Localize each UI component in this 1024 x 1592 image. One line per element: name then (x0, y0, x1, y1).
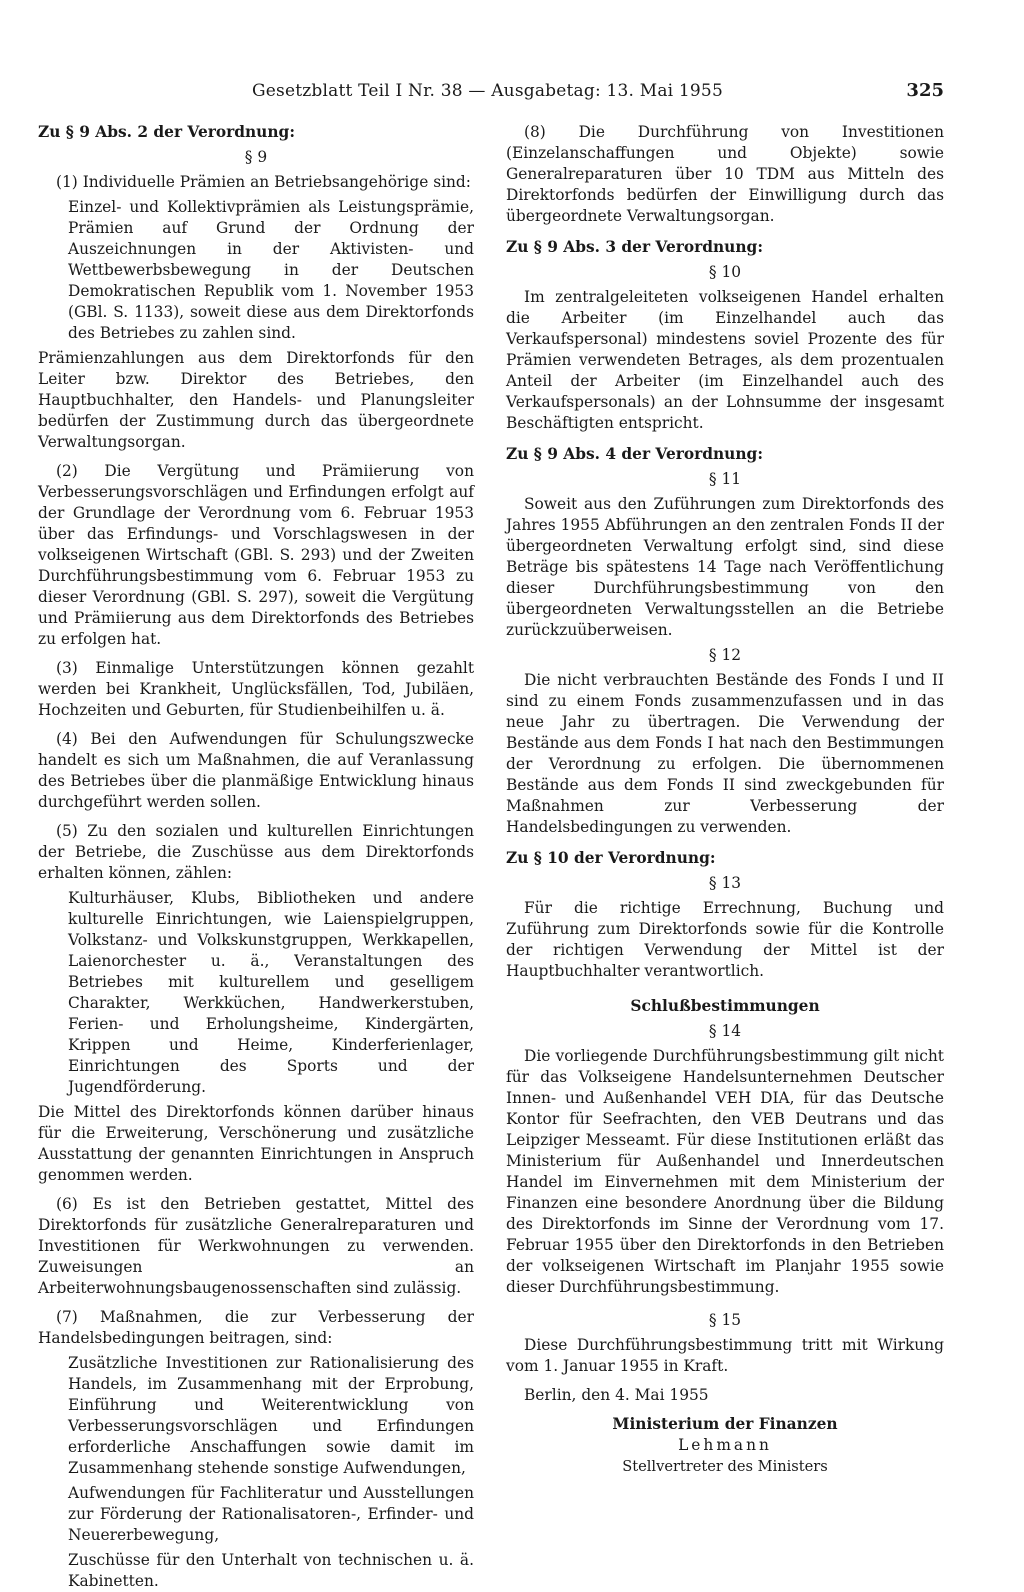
right-column (506, 122, 944, 1477)
paragraph-1-intro: (1) Individuelle Prämien an Betriebsangehörige sind: (56, 173, 471, 191)
paragraph-5-list: Kulturhäuser, Klubs, Bibliotheken und andere kulturelle Einrichtungen, wie Laienspielgruppen, Volkstanz- und Volkskunstgruppen, Werkkapellen, Laienorchester u. ä., Veranstaltungen des Betriebes mit kulturellem und geselligem Charakter, Werkküchen, Handwerkerstuben, Ferien- und Erholungsheime, Kindergärten, Krippen und Heime, Kinderferienlager, Einrichtungen des Sports und der Jugendförderung. (68, 889, 474, 1096)
paragraph-5-intro: (5) Zu den sozialen und kulturellen Einrichtungen der Betriebe, die Zuschüsse aus dem Direktorfonds erhalten können, zählen: (38, 822, 474, 882)
paragraph-7-intro: (7) Maßnahmen, die zur Verbesserung der Handelsbedingungen beitragen, sind: (38, 1308, 474, 1347)
paragraph-7-item-3: Zuschüsse für den Unterhalt von technischen u. ä. Kabinetten. (68, 1551, 474, 1590)
section-number-13: § 13 (708, 874, 742, 892)
subheading-par9-abs2: Zu § 9 Abs. 2 der Verordnung: (38, 123, 296, 141)
paragraph-7-item-1: Zusätzliche Investitionen zur Rationalisierung des Handels, im Zusammenhang mit der Erprobung, Einführung und Weiterentwicklung von Verbesserungsvorschlägen und Erfindungen erforderliche Anschaffungen sowie damit im Zusammenhang stehende sonstige Aufwendungen, (68, 1354, 474, 1477)
signature-block (506, 1414, 944, 1477)
paragraph-15: Diese Durchführungsbestimmung tritt mit Wirkung vom 1. Januar 1955 in Kraft. (506, 1336, 944, 1375)
paragraph-2: (2) Die Vergütung und Prämiierung von Verbesserungsvorschlägen und Erfindungen erfolgt auf der Grundlage der Verordnung vom 6. Februar 1953 über das Erfindungs- und Vorschlagswesen in der volkseigenen Wirtschaft (GBl. S. 293) und der Zweiten Durchführungsbestimmung vom 6. Februar 1953 zu dieser Verordnung (GBl. S. 297), soweit die Vergütung und Prämiierung aus dem Direktorfonds des Betriebes zu erfolgen hat. (38, 462, 474, 648)
section-number-14: § 14 (708, 1022, 742, 1040)
paragraph-7-item-2: Aufwendungen für Fachliteratur und Ausstellungen zur Förderung der Rationalisatoren-, Erfinder- und Neuererbewegung, (68, 1484, 474, 1544)
header-title: Gesetzblatt Teil I Nr. 38 — Ausgabetag: 13. Mai 1955 (252, 81, 723, 101)
subheading-par9-abs3: Zu § 9 Abs. 3 der Verordnung: (506, 238, 764, 256)
section-number-12: § 12 (708, 646, 742, 664)
paragraph-13: Für die richtige Errechnung, Buchung und Zuführung zum Direktorfonds sowie für die Kontrolle der richtigen Verwendung der Mittel ist der Hauptbuchhalter verantwortlich. (506, 899, 944, 980)
place-and-date: Berlin, den 4. Mai 1955 (524, 1386, 709, 1404)
paragraph-5-tail: Die Mittel des Direktorfonds können darüber hinaus für die Erweiterung, Verschönerung und zusätzliche Ausstattung der genannten Einrichtungen in Anspruch genommen werden. (38, 1103, 474, 1184)
section-number-10: § 10 (708, 263, 742, 281)
paragraph-10: Im zentralgeleiteten volkseigenen Handel erhalten die Arbeiter (im Einzelhandel auch das Verkaufspersonal) mindestens soviel Prozente des für Prämien verwendeten Betrages, als dem prozentualen Anteil der Arbeiter (im Einzelhandel auch des Verkaufspersonals) an der Lohnsumme der insgesamt Beschäftigten entspricht. (506, 288, 944, 432)
paragraph-12: Die nicht verbrauchten Bestände des Fonds I und II sind zu einem Fonds zusammenzufassen und in das neue Jahr zu übertragen. Die Verwendung der Bestände aus dem Fonds I hat nach den Bestimmungen der Verordnung zu erfolgen. Die übernommenen Bestände aus dem Fonds II sind zweckgebunden für Maßnahmen zur Verbesserung der Handelsbedingungen zu verwenden. (506, 671, 944, 836)
paragraph-1-tail: Prämienzahlungen aus dem Direktorfonds für den Leiter bzw. Direktor des Betriebes, den Hauptbuchhalter, den Handels- und Planungsleiter bedürfen der Zustimmung durch das übergeordnete Verwaltungsorgan. (38, 349, 474, 451)
paragraph-14: Die vorliegende Durchführungsbestimmung gilt nicht für das Volkseigene Handelsunternehmen Deutscher Innen- und Außenhandel VEH DIA, für das Deutsche Kontor für Seefrachten, den VEB Deutrans und das Leipziger Messeamt. Für diese Institutionen erläßt das Ministerium für Außenhandel und Innerdeutschen Handel im Einvernehmen mit dem Ministerium der Finanzen eine besondere Anordnung über die Bildung des Direktorfonds im Sinne der Verordnung vom 17. Februar 1955 über den Direktorfonds in den Betrieben der volkseigenen Wirtschaft im Planjahr 1955 sowie dieser Durchführungsbestimmung. (506, 1047, 944, 1296)
section-number-11: § 11 (708, 470, 742, 488)
paragraph-4: (4) Bei den Aufwendungen für Schulungszwecke handelt es sich um Maßnahmen, die auf Veranlassung des Betriebes über die planmäßige Entwicklung hinaus durchgeführt werden sollen. (38, 730, 474, 811)
section-heading-final-provisions: Schlußbestimmungen (630, 997, 820, 1015)
subheading-par9-abs4: Zu § 9 Abs. 4 der Verordnung: (506, 445, 764, 463)
section-number-15: § 15 (708, 1311, 742, 1329)
subheading-par10: Zu § 10 der Verordnung: (506, 849, 716, 867)
signer-role: Stellvertreter des Ministers (622, 1458, 828, 1475)
left-column (38, 122, 474, 1592)
section-number-9: § 9 (244, 148, 268, 166)
paragraph-11: Soweit aus den Zuführungen zum Direktorfonds des Jahres 1955 Abführungen an den zentralen Fonds II der übergeordneten Verwaltung erfolgt sind, sind diese Beträge bis spätestens 14 Tage nach Veröffentlichung dieser Durchführungsbestimmung von den übergeordneten Verwaltungsstellen an die Betriebe zurückzuüberweisen. (506, 495, 944, 639)
paragraph-3: (3) Einmalige Unterstützungen können gezahlt werden bei Krankheit, Unglücksfällen, Tod, Jubiläen, Hochzeiten und Geburten, für Studienbeihilfen u. ä. (38, 659, 474, 719)
paragraph-6: (6) Es ist den Betrieben gestattet, Mittel des Direktorfonds für zusätzliche Generalreparaturen und Investitionen für Werkwohnungen zu verwenden. Zuweisungen an Arbeiterwohnungsbaugenossenschaften sind zulässig. (38, 1195, 474, 1297)
paragraph-1-list: Einzel- und Kollektivprämien als Leistungsprämie, Prämien auf Grund der Ordnung der Auszeichnungen in der Aktivisten- und Wettbewerbsbewegung in der Deutschen Demokratischen Republik vom 1. November 1953 (GBl. S. 1133), soweit diese aus dem Direktorfonds des Betriebes zu zahlen sind. (68, 198, 474, 342)
paragraph-8: (8) Die Durchführung von Investitionen (Einzelanschaffungen und Objekte) sowie Generalreparaturen über 10 TDM aus Mitteln des Direktorfonds bedürfen der Einwilligung durch das übergeordnete Verwaltungsorgan. (506, 123, 944, 225)
page-number: 325 (906, 80, 944, 101)
signer-name: Lehmann (678, 1436, 772, 1454)
ministry-name: Ministerium der Finanzen (612, 1415, 838, 1433)
page-header (38, 76, 944, 106)
